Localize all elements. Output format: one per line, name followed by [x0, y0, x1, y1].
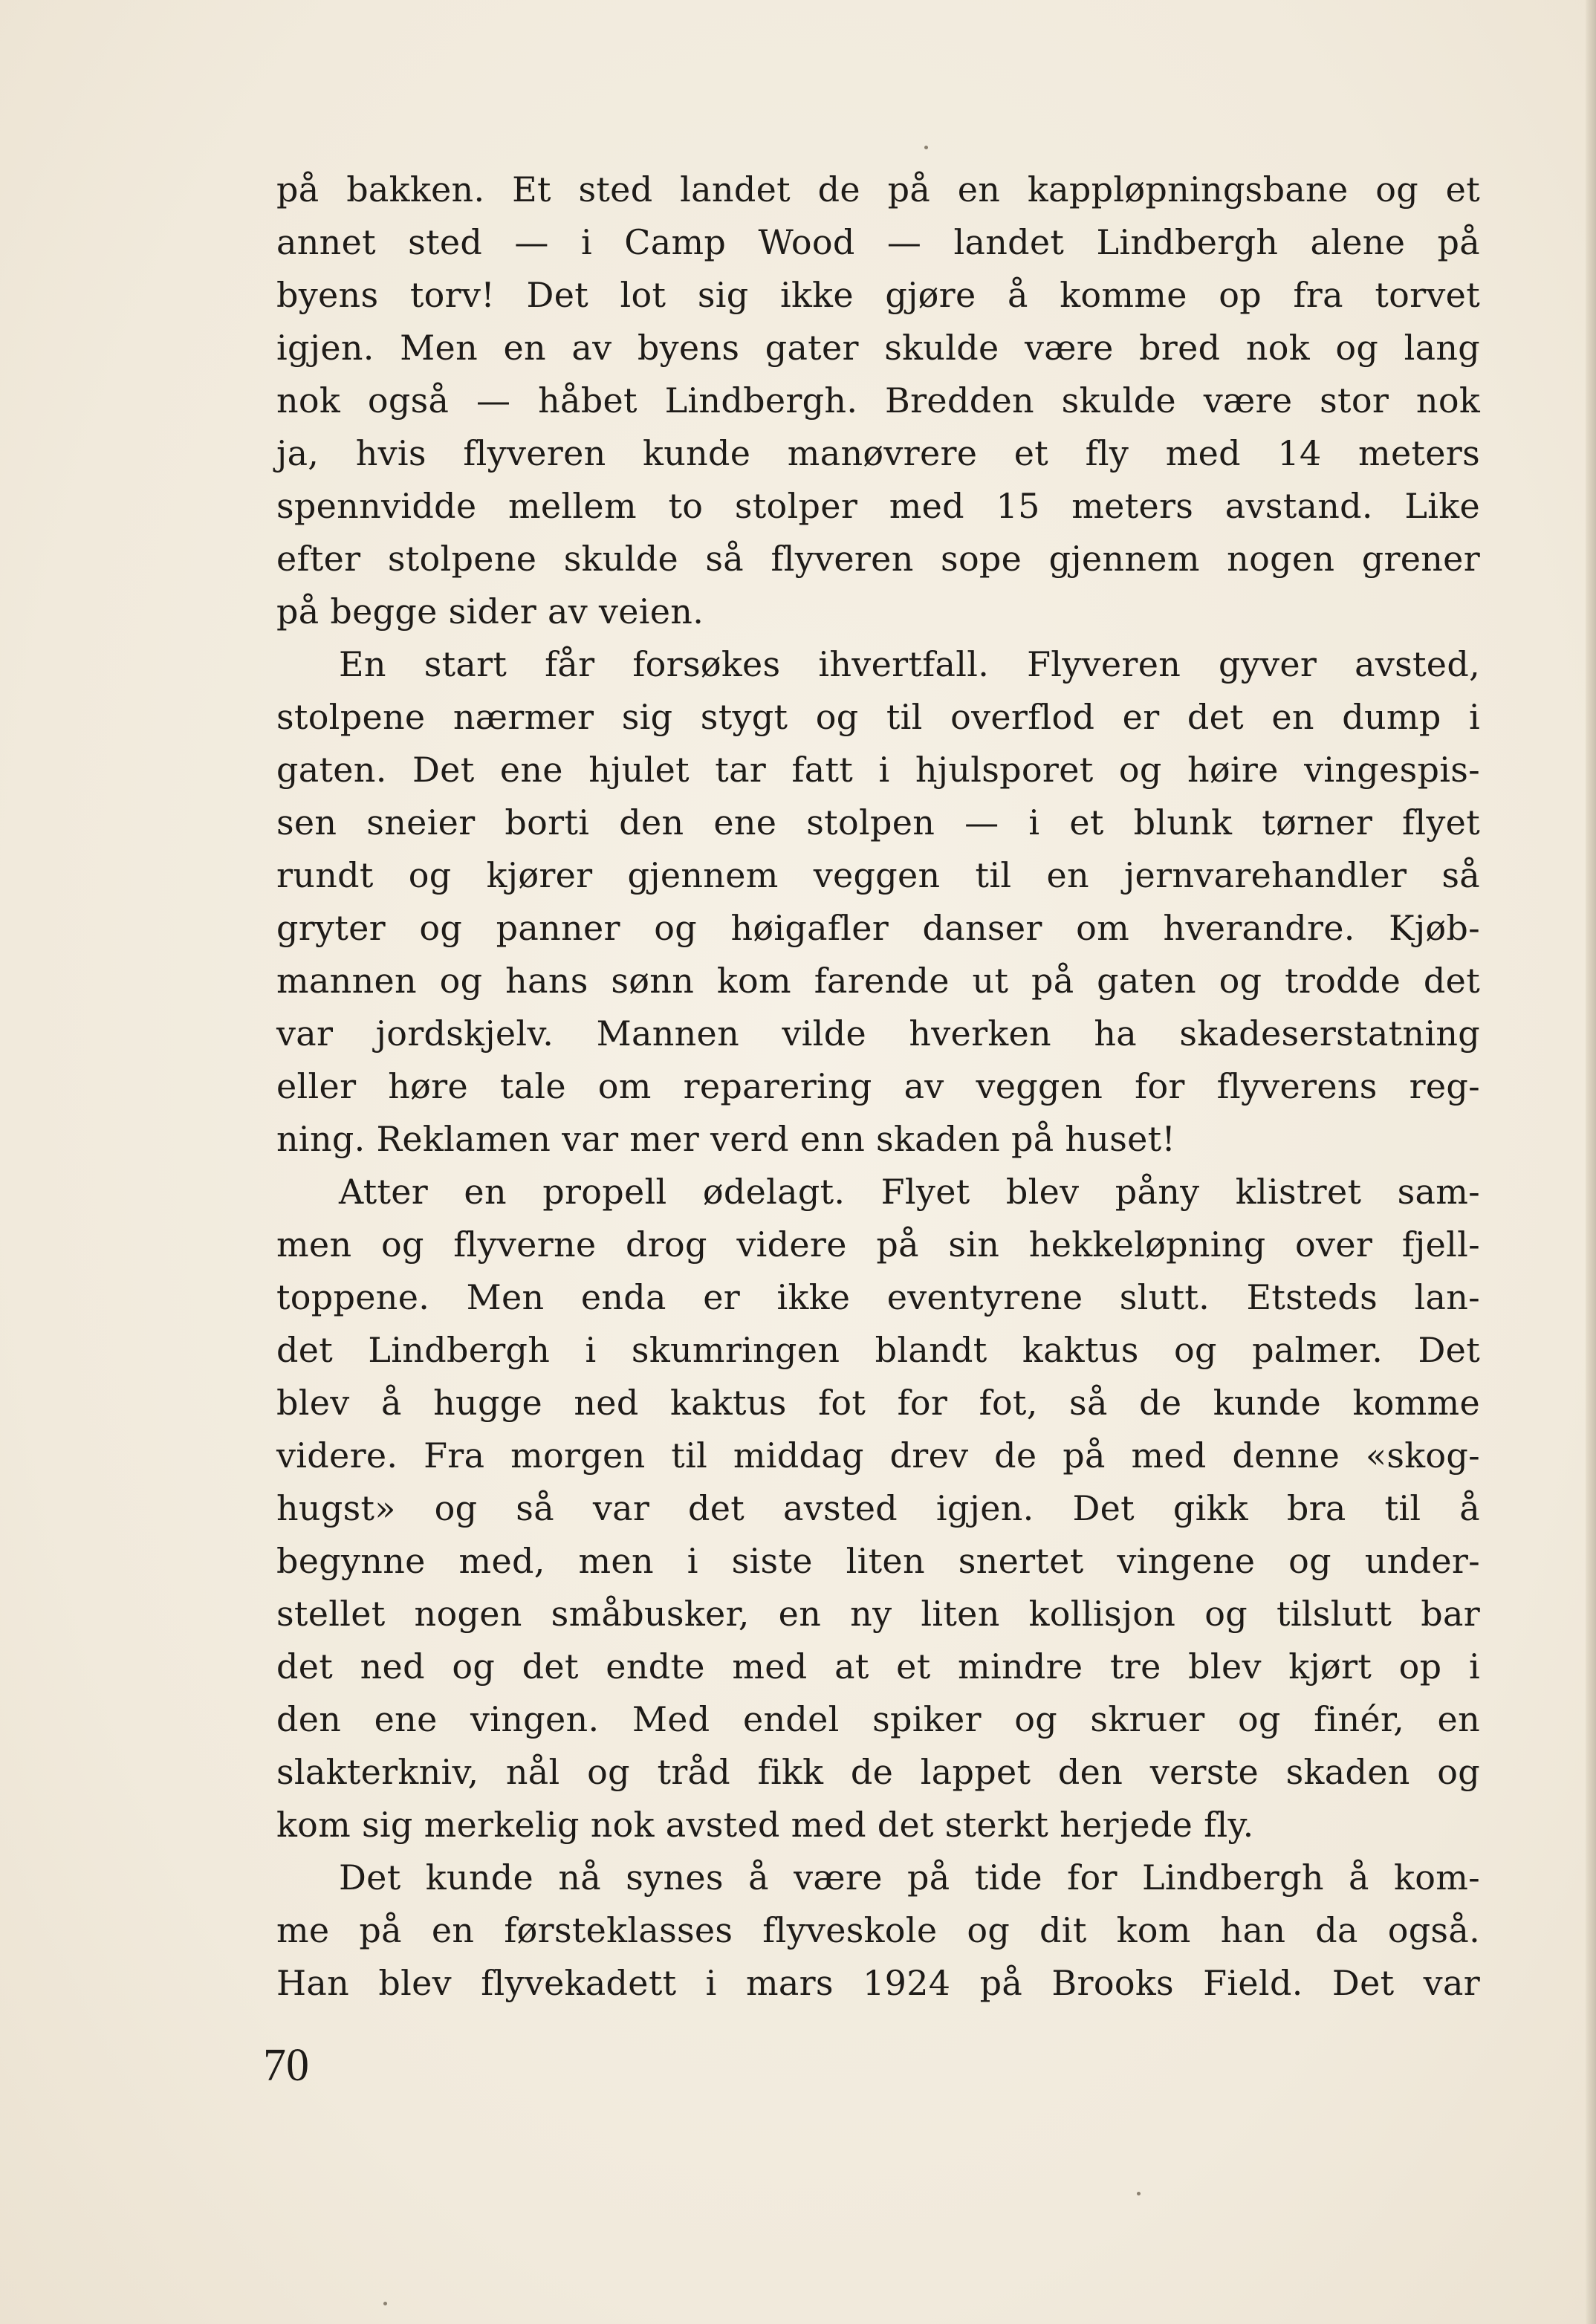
text-line: eller høre tale om reparering av veggen for flyverens reg-: [276, 1066, 1480, 1106]
text-line: på begge sider av veien.: [276, 591, 704, 632]
text-line: kom sig merkelig nok avsted med det sterkt herjede fly.: [276, 1805, 1254, 1845]
text-line: igjen. Men en av byens gater skulde være bred nok og lang: [276, 328, 1480, 368]
paper-speck: [924, 146, 928, 149]
text-line: videre. Fra morgen til middag drev de på med denne «skog-: [276, 1435, 1480, 1476]
text-line: nok også — håbet Lindbergh. Bredden skulde være stor nok: [276, 380, 1480, 421]
text-line: det Lindbergh i skumringen blandt kaktus og palmer. Det: [276, 1330, 1480, 1370]
text-line: ja, hvis flyveren kunde manøvrere et fly med 14 meters: [276, 433, 1480, 473]
text-line: slakterkniv, nål og tråd fikk de lappet den verste skaden og: [276, 1752, 1480, 1792]
text-line: men og flyverne drog videre på sin hekkeløpning over fjell-: [276, 1224, 1480, 1265]
text-line: hugst» og så var det avsted igjen. Det gikk bra til å: [276, 1488, 1480, 1528]
paragraph-start-line: Atter en propell ødelagt. Flyet blev påny klistret sam-: [339, 1172, 1480, 1212]
text-line: byens torv! Det lot sig ikke gjøre å komme op fra torvet: [276, 275, 1480, 315]
text-line: stellet nogen småbusker, en ny liten kollisjon og tilslutt bar: [276, 1594, 1480, 1634]
text-line: begynne med, men i siste liten snertet vingene og under-: [276, 1541, 1480, 1581]
text-line: efter stolpene skulde så flyveren sope gjennem nogen grener: [276, 539, 1480, 579]
paragraph-start-line: En start får forsøkes ihvertfall. Flyveren gyver avsted,: [339, 644, 1480, 684]
text-line: stolpene nærmer sig stygt og til overflod er det en dump i: [276, 697, 1480, 737]
text-line: ning. Reklamen var mer verd enn skaden på huset!: [276, 1119, 1176, 1159]
text-line: det ned og det endte med at et mindre tre blev kjørt op i: [276, 1646, 1480, 1687]
text-line: var jordskjelv. Mannen vilde hverken ha skadeserstatning: [276, 1013, 1480, 1054]
body-text: [276, 163, 1480, 2010]
paper-speck: [383, 2302, 387, 2305]
text-line: spennvidde mellem to stolper med 15 meters avstand. Like: [276, 486, 1480, 526]
text-line: blev å hugge ned kaktus fot for fot, så de kunde komme: [276, 1383, 1480, 1423]
text-line: mannen og hans sønn kom farende ut på gaten og trodde det: [276, 961, 1480, 1001]
text-line: toppene. Men enda er ikke eventyrene slutt. Etsteds lan-: [276, 1277, 1480, 1317]
page-edge: [1586, 0, 1596, 2324]
paper-speck: [1137, 2192, 1141, 2195]
page-number: 70: [263, 2040, 309, 2091]
text-line: sen sneier borti den ene stolpen — i et blunk tørner flyet: [276, 802, 1480, 843]
paragraph-start-line: Det kunde nå synes å være på tide for Lindbergh å kom-: [339, 1857, 1480, 1898]
text-line: gaten. Det ene hjulet tar fatt i hjulsporet og høire vingespis-: [276, 750, 1480, 790]
text-line: gryter og panner og høigafler danser om hverandre. Kjøb-: [276, 908, 1480, 948]
text-line: den ene vingen. Med endel spiker og skruer og finér, en: [276, 1699, 1480, 1739]
text-line: rundt og kjører gjennem veggen til en jernvarehandler så: [276, 855, 1480, 895]
text-line: annet sted — i Camp Wood — landet Lindbergh alene på: [276, 222, 1480, 262]
text-line: me på en førsteklasses flyveskole og dit kom han da også.: [276, 1910, 1480, 1950]
text-line: Han blev flyvekadett i mars 1924 på Brooks Field. Det var: [276, 1963, 1480, 2003]
text-line: på bakken. Et sted landet de på en kappløpningsbane og et: [276, 169, 1480, 210]
